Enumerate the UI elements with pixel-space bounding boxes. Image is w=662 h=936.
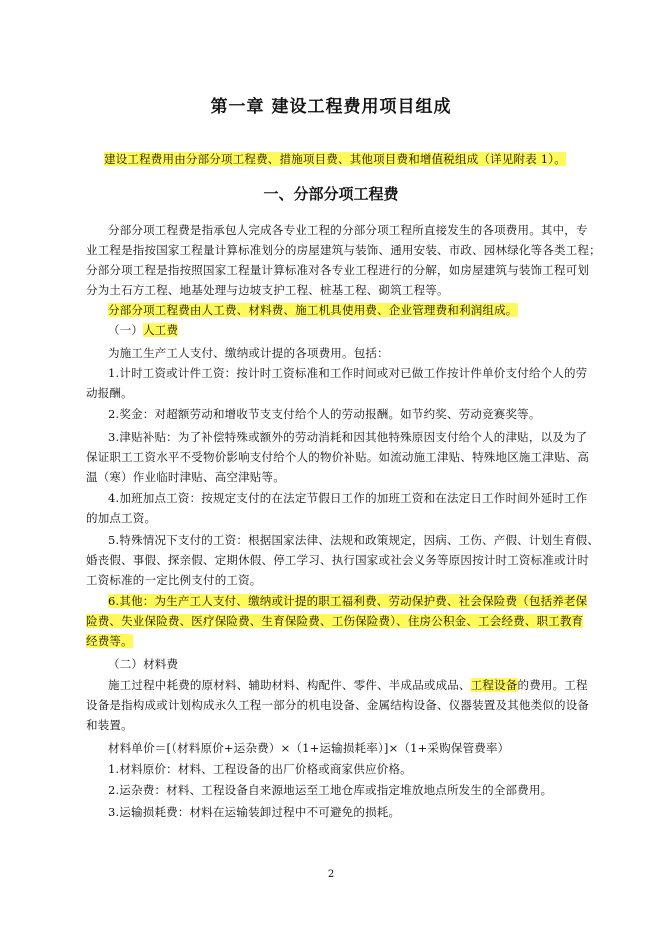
material-desc-cont: 和装置。 bbox=[86, 718, 133, 732]
material-desc bbox=[108, 677, 608, 693]
labor-item-3-cont: 温（寒）作业临时津贴、高空津贴等。 bbox=[86, 470, 285, 484]
material-heading: （二）材料费 bbox=[108, 657, 179, 671]
material-item-2: 2.运杂费：材料、工程设备自来源地运至工地仓库或指定堆放地点所发生的全部费用。 bbox=[108, 783, 553, 797]
labor-heading bbox=[108, 322, 608, 338]
material-desc-cont: 设备是指构成或计划构成永久工程一部分的机电设备、金属结构设备、仪器装置及其他类似的设备 bbox=[86, 698, 590, 712]
labor-item-1: 1.计时工资或计件工资：按计时工资标准和工作时间或对已做工作按计件单价支付给个人的劳 bbox=[108, 366, 588, 380]
labor-item-5: 5.特殊情况下支付的工资：根据国家法律、法规和政策规定，因病、工伤、产假、计划生育假、 bbox=[108, 533, 600, 547]
labor-item-6-highlight: 经费等。 bbox=[86, 634, 133, 648]
labor-item-6 bbox=[108, 593, 608, 609]
labor-heading-prefix: （一） bbox=[108, 323, 144, 337]
labor-item-5-cont: 工资标准的一定比例支付的工资。 bbox=[86, 573, 262, 587]
material-desc-a: 施工过程中耗费的原材料、辅助材料、构配件、零件、半成品或成品、 bbox=[108, 678, 471, 692]
labor-item-6-cont bbox=[86, 613, 586, 629]
labor-heading-highlight: 人工费 bbox=[143, 323, 179, 337]
intro-line bbox=[104, 151, 604, 167]
labor-item-6-cont bbox=[86, 633, 586, 649]
section-title: 一、分部分项工程费 bbox=[263, 185, 399, 203]
labor-item-1-cont: 动报酬。 bbox=[86, 386, 133, 400]
labor-item-5-cont: 婚丧假、事假、探亲假、定期休假、停工学习、执行国家或社会义务等原因按计时工资标准或计时 bbox=[86, 553, 590, 567]
paragraph-line: 分为土石方工程、地基处理与边坡支护工程、桩基工程、砌筑工程等。 bbox=[86, 283, 449, 297]
labor-intro: 为施工生产工人支付、缴纳或计提的各项费用。包括： bbox=[108, 346, 389, 360]
chapter-title: 第一章 建设工程费用项目组成 bbox=[210, 97, 452, 117]
material-desc-b: 的费用。工程 bbox=[517, 678, 588, 692]
paragraph-line: 业工程是指按国家工程量计算标准划分的房屋建筑与装饰、通用安装、市政、园林绿化等各类工程； bbox=[86, 243, 601, 257]
labor-item-6-highlight: 6.其他：为生产工人支付、缴纳或计提的职工福利费、劳动保护费、社会保险费（包括养老保 bbox=[108, 594, 588, 608]
material-item-3: 3.运输损耗费：材料在运输装卸过程中不可避免的损耗。 bbox=[108, 805, 401, 819]
labor-item-2: 2.奖金：对超额劳动和增收节支支付给个人的劳动报酬。如节约奖、劳动竞赛奖等。 bbox=[108, 407, 541, 421]
material-desc-highlight: 工程设备 bbox=[470, 678, 518, 692]
paragraph-line: 分部分项工程费是指承包人完成各专业工程的分部分项工程所直接发生的各项费用。其中，专 bbox=[108, 223, 588, 237]
material-item-1: 1.材料原价：材料、工程设备的出厂价格或商家供应价格。 bbox=[108, 762, 412, 776]
labor-item-4: 4.加班加点工资：按规定支付的在法定节假日工作的加班工资和在法定日工作时间外延时工作 bbox=[108, 491, 588, 505]
composition-line bbox=[108, 302, 608, 318]
labor-item-3: 3.津贴补贴：为了补偿特殊或额外的劳动消耗和因其他特殊原因支付给个人的津贴，以及为了 bbox=[108, 430, 588, 444]
page-number: 2 bbox=[327, 869, 335, 880]
composition-highlight: 分部分项工程费由人工费、材料费、施工机具使用费、企业管理费和利润组成。 bbox=[108, 303, 518, 317]
paragraph-line: 分部分项工程是指按照国家工程量计算标准对各专业工程进行的分解，如房屋建筑与装饰工程可划 bbox=[86, 263, 590, 277]
labor-item-3-cont: 保证职工工资水平不受物价影响支付给个人的物价补贴。如流动施工津贴、特殊地区施工津贴、高 bbox=[86, 450, 590, 464]
labor-item-6-highlight: 险费、失业保险费、医疗保险费、生育保险费、工伤保险费）、住房公积金、工会经费、职工教育 bbox=[86, 614, 584, 628]
material-formula: 材料单价＝[（材料原价+运杂费）×（1+运输损耗率）]×（1+采购保管费率） bbox=[108, 741, 510, 755]
intro-highlight: 建设工程费用由分部分项工程费、措施项目费、其他项目费和增值税组成（详见附表 1）。 bbox=[104, 152, 566, 166]
labor-item-4-cont: 的加点工资。 bbox=[86, 511, 157, 525]
